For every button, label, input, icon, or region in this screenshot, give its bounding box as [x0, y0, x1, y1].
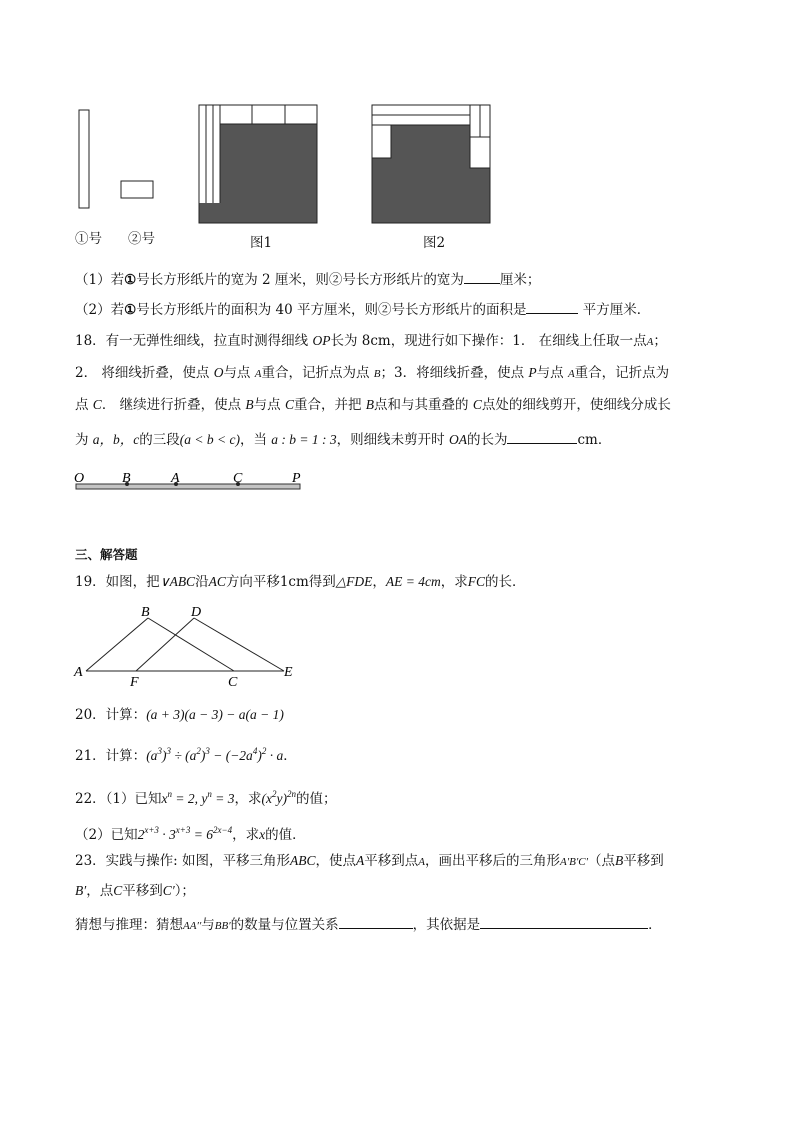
section-3-title: 三、解答题 [75, 547, 138, 562]
q19-figure [70, 600, 310, 692]
answer-blank[interactable] [464, 269, 500, 284]
segment-label-p: P [292, 471, 301, 486]
q23-line1: 23．实践与操作: 如图，平移三角形ABC，使点A平移到点A，画出平移后的三角形A′B′C′（点B平移到 [75, 853, 664, 869]
q18-line2: 2． 将细线折叠，使点 O与点 A重合，记折点为点 B；3．将细线折叠，使点 P与点 A重合，记折点为 [75, 365, 670, 381]
answer-blank-relation[interactable] [339, 914, 413, 929]
segment-label-c: C [233, 471, 243, 486]
segment-label-o: O [74, 471, 85, 486]
answer-blank-reason[interactable] [480, 914, 648, 929]
figure-1 [199, 105, 317, 223]
q18-line4: 为 a，b，c的三段(a < b < c)，当 a : b = 1 : 3，则细线未剪开时 OA的长为 cm． [75, 429, 611, 450]
answer-blank[interactable] [507, 429, 577, 444]
figure-2-caption: 图2 [423, 235, 446, 251]
segment-bar [76, 484, 300, 489]
q19-label-b: B [141, 605, 150, 620]
q17-part1: （1）若①号长方形纸片的宽为 2 厘米，则②号长方形纸片的宽为 厘米； [75, 269, 540, 290]
q19-label-d: D [191, 605, 202, 620]
q19-label-a: A [74, 665, 83, 680]
q22-part2: （2）已知$2^{x+3} \cdot 3^{x+3} = 6^{2x-4}$，求x的值． [75, 825, 306, 843]
piece-2-rect [121, 181, 153, 198]
q19-label-e: E [284, 665, 293, 680]
segment-label-a: A [171, 471, 180, 486]
segment-label-b: B [122, 471, 131, 486]
label-piece-1: ①号 [75, 231, 102, 247]
q19-label-c: C [228, 675, 238, 690]
q20-text: 20．计算：(a + 3)(a − 3) − a(a − 1) [75, 707, 284, 723]
q19-text: 19．如图，把∨ABC沿AC方向平移1cm得到△FDE，AE = 4cm，求FC的长． [75, 574, 526, 590]
label-piece-2: ②号 [128, 231, 155, 247]
q23-line3: 猜想与推理：猜想AA′′与BB′的数量与位置关系 ，其依据是 ． [75, 914, 662, 936]
figure-2 [372, 105, 490, 223]
answer-blank[interactable] [526, 299, 578, 314]
q17-part2: （2）若①号长方形纸片的面积为 40 平方厘米，则②号长方形纸片的面积是 平方厘米． [75, 299, 650, 320]
q21-text: 21．计算：$(a^3)^3 \div (a^2)^3 - (-2a^4)^2 \cdot a$． [75, 746, 297, 764]
segment-figure [70, 468, 310, 498]
q18-line1: 18．有一无弹性细线，拉直时测得细线 OP长为 8cm，现进行如下操作：1． 在细线上任取一点A； [75, 333, 667, 349]
q18-line3: 点 C． 继续进行折叠，使点 B与点 C重合，并把 B点和与其重叠的 C点处的细线剪开，使细线分成长 [75, 397, 671, 413]
q23-line2: B′，点C平移到C′）； [75, 883, 195, 899]
q19-label-f: F [130, 675, 139, 690]
piece-1-strip [79, 110, 89, 208]
q22-part1: 22．（1）已知$x^n = 2$, $y^n = 3$，求$(x^2y)^{2n}$的值； [75, 789, 337, 807]
figure-1-caption: 图1 [250, 235, 273, 251]
